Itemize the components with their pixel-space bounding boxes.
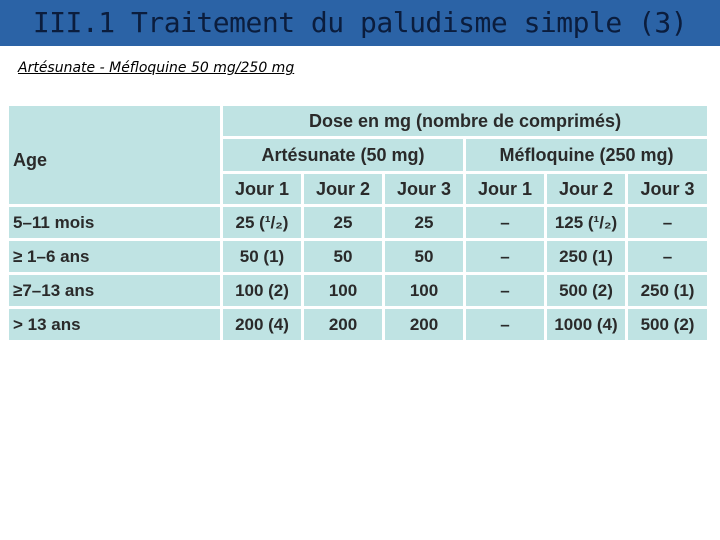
day-header: Jour 3 (385, 174, 463, 204)
table-row (9, 241, 707, 272)
dose-cell: 50 (304, 241, 382, 272)
dose-cell: – (466, 207, 544, 238)
table-row (9, 207, 707, 238)
day-header: Jour 2 (304, 174, 382, 204)
dose-cell: 25 (304, 207, 382, 238)
age-cell: > 13 ans (9, 309, 220, 340)
day-header: Jour 1 (223, 174, 301, 204)
dose-cell: 500 (2) (628, 309, 707, 340)
day-header: Jour 1 (466, 174, 544, 204)
dose-cell: 25 (¹/₂) (223, 207, 301, 238)
dose-cell: 250 (1) (628, 275, 707, 306)
dose-cell: – (466, 241, 544, 272)
dose-cell: 125 (¹/₂) (547, 207, 625, 238)
dose-cell: 100 (2) (223, 275, 301, 306)
age-cell: ≥7–13 ans (9, 275, 220, 306)
dose-cell: 50 (1) (223, 241, 301, 272)
table-row (9, 275, 707, 306)
slide-title: III.1 Traitement du paludisme simple (3) (32, 6, 688, 39)
dose-cell: – (628, 207, 707, 238)
dose-header: Dose en mg (nombre de comprimés) (223, 106, 707, 136)
dose-cell: 500 (2) (547, 275, 625, 306)
dose-cell: 250 (1) (547, 241, 625, 272)
title-bar (0, 0, 720, 46)
dose-cell: 25 (385, 207, 463, 238)
dose-cell: – (466, 309, 544, 340)
drug-header-mefloquine: Méfloquine (250 mg) (466, 139, 707, 171)
age-cell: 5–11 mois (9, 207, 220, 238)
dose-cell: 1000 (4) (547, 309, 625, 340)
subtitle: Artésunate - Méfloquine 50 mg/250 mg (18, 60, 295, 76)
dose-cell: – (466, 275, 544, 306)
dose-cell: 100 (304, 275, 382, 306)
dose-cell: 100 (385, 275, 463, 306)
dose-cell: 200 (304, 309, 382, 340)
dose-cell: 200 (385, 309, 463, 340)
drug-header-artesunate: Artésunate (50 mg) (223, 139, 463, 171)
day-header: Jour 2 (547, 174, 625, 204)
age-cell: ≥ 1–6 ans (9, 241, 220, 272)
dose-cell: – (628, 241, 707, 272)
age-header: Age (9, 106, 220, 204)
day-header: Jour 3 (628, 174, 707, 204)
dosage-table (6, 103, 707, 355)
table-row (9, 309, 707, 340)
dose-cell: 50 (385, 241, 463, 272)
dose-cell: 200 (4) (223, 309, 301, 340)
